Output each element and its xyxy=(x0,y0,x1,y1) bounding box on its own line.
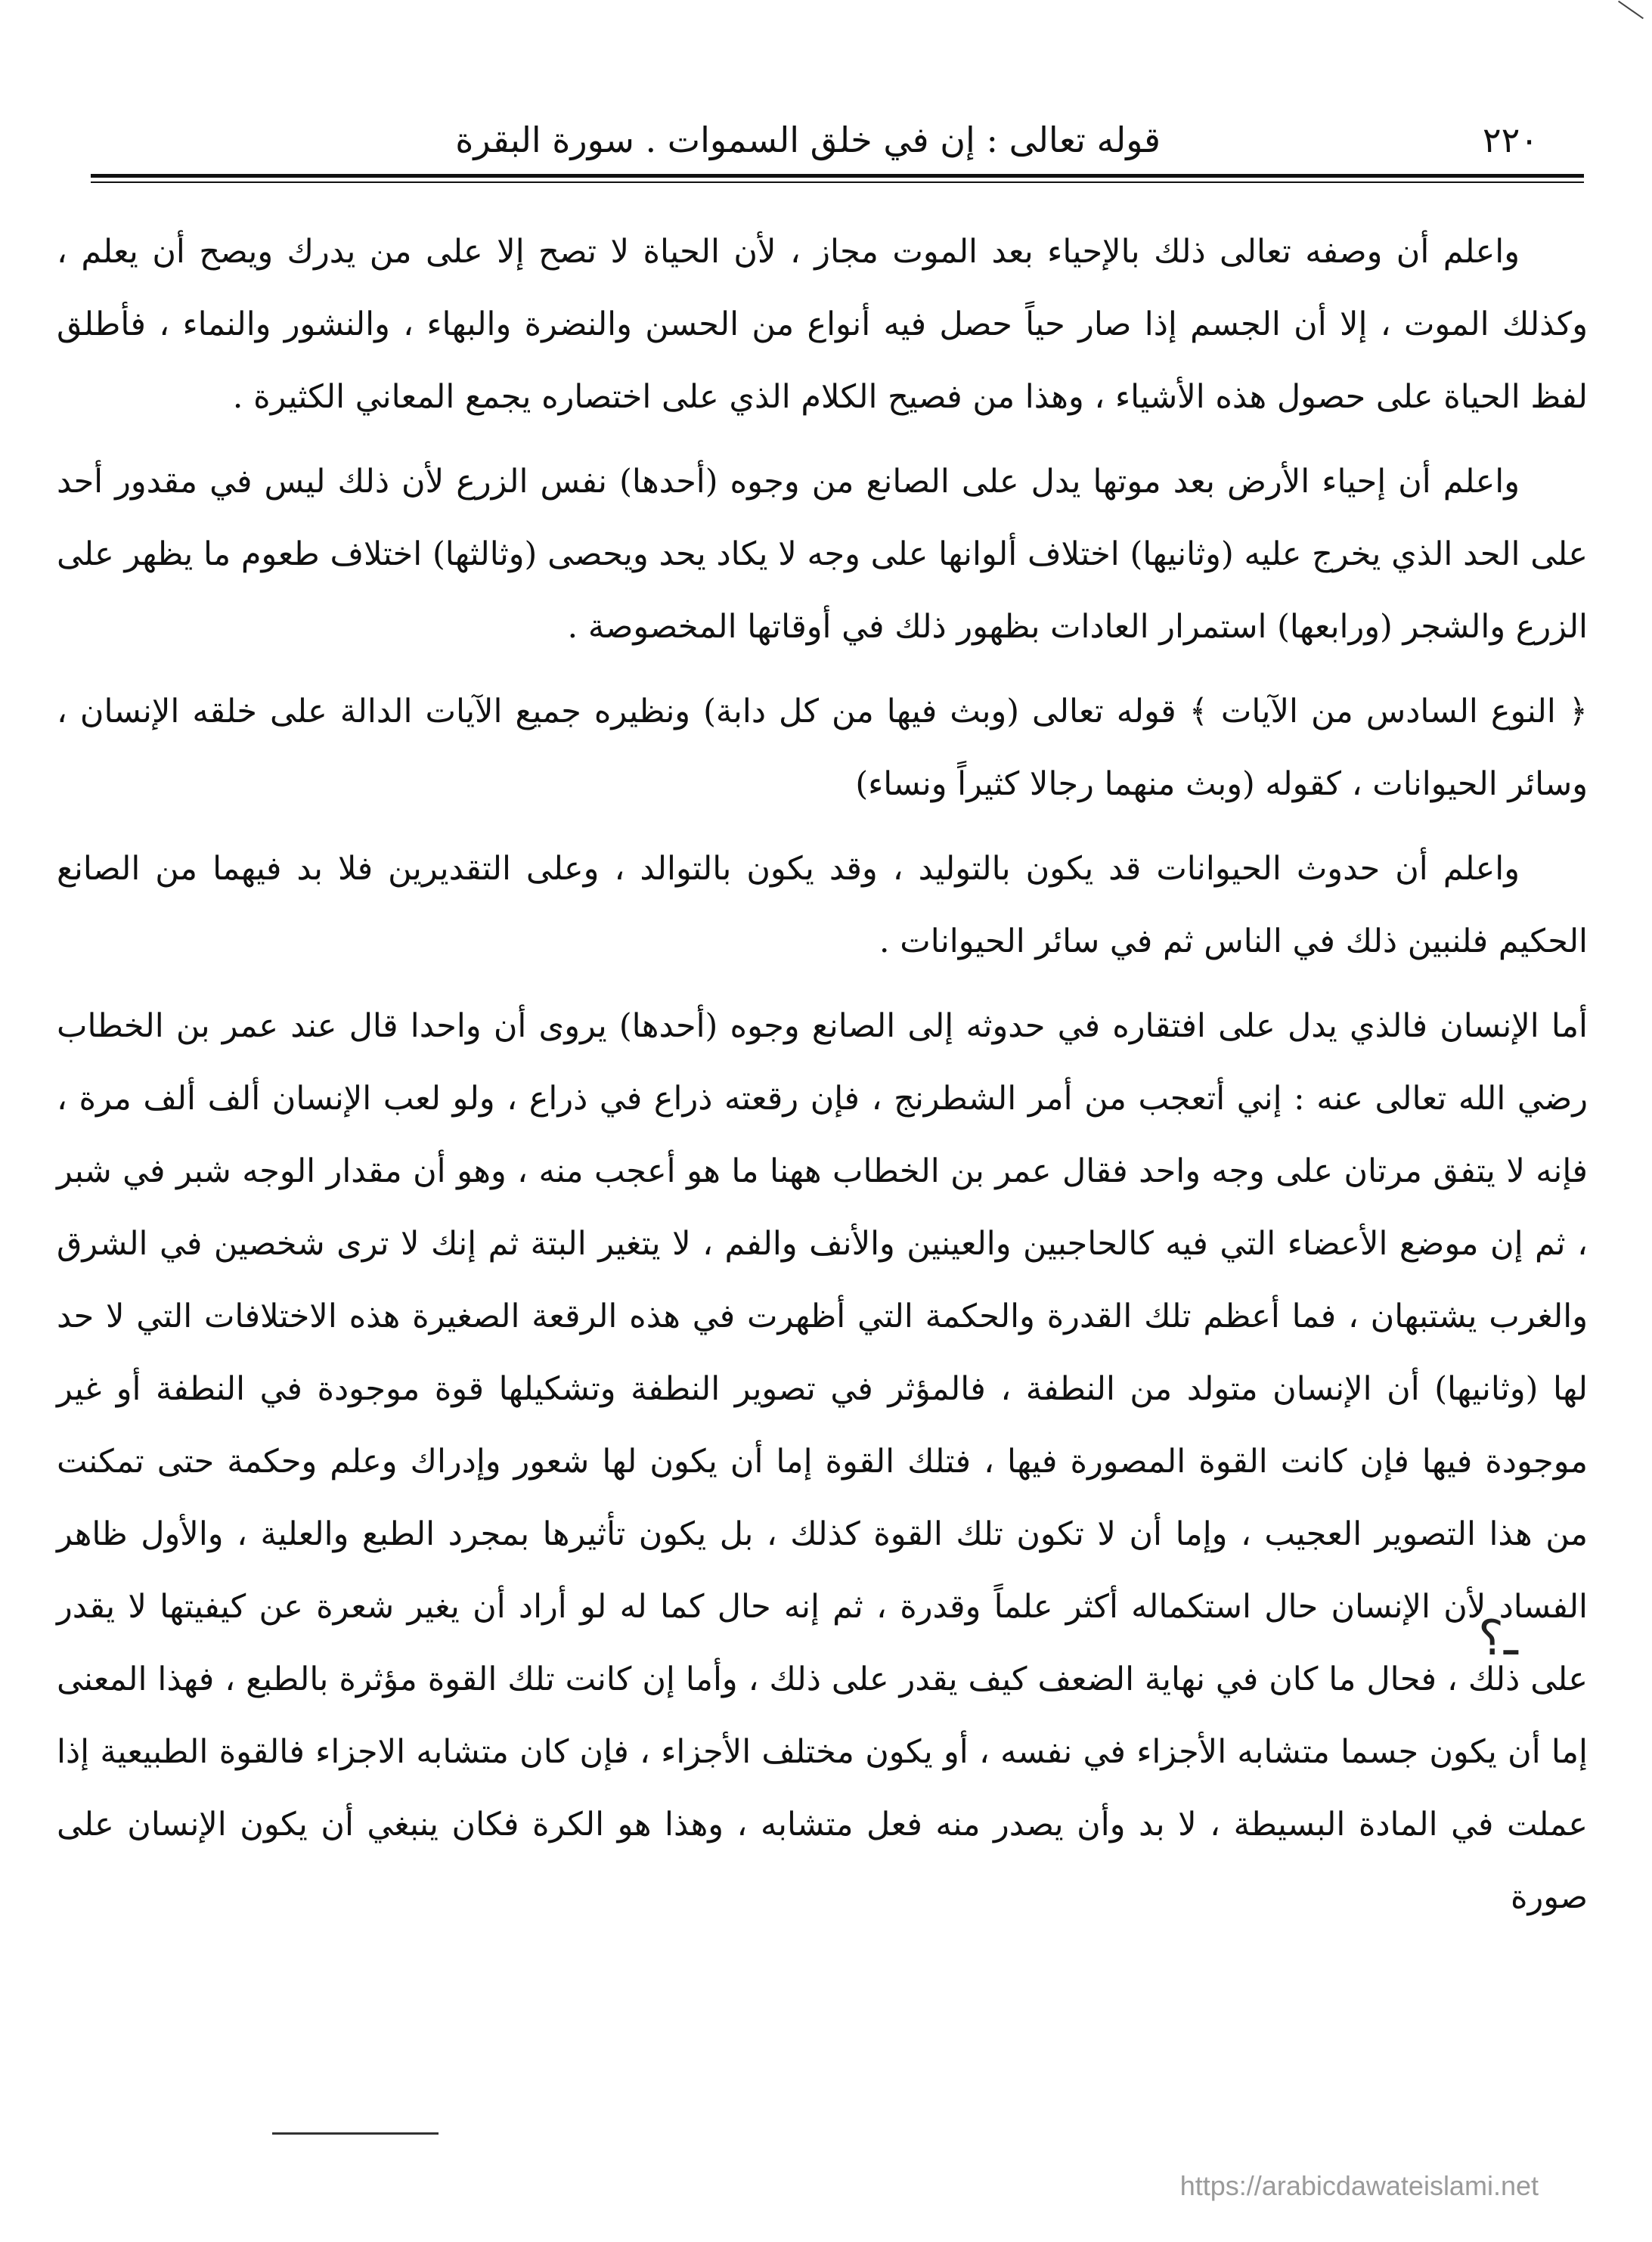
page-number: ٢٢٠ xyxy=(1482,119,1539,160)
page-header xyxy=(91,113,1539,166)
paragraph-1: واعلم أن وصفه تعالى ذلك بالإحياء بعد الموت مجاز ، لأن الحياة لا تصح إلا على من يدرك ويصح أن يعلم ، وكذلك الموت ، إلا أن الجسم إذا صار حياً حصل فيه أنواع من الحسن والنضرة والبهاء ، والنشور والنماء ، فأطلق لفظ الحياة على حصول هذه الأشياء ، وهذا من فصيح الكلام الذي على اختصاره يجمع المعاني الكثيرة . xyxy=(57,233,1588,416)
running-title: قوله تعالى : إن في خلق السموات . سورة البقرة xyxy=(455,119,1161,160)
paragraph-5: أما الإنسان فالذي يدل على افتقاره في حدوثه إلى الصانع وجوه (أحدها) يروى أن واحدا قال عند عمر بن الخطاب رضي الله تعالى عنه : إني أتعجب من أمر الشطرنج ، فإن رقعته ذراع في ذراع ، ولو لعب الإنسان ألف ألف مرة ، فإنه لا يتفق مرتان على وجه واحد فقال عمر بن الخطاب ههنا ما هو أعجب منه ، وهو أن مقدار الوجه شبر في شبر ، ثم إن موضع الأعضاء التي فيه كالحاجبين والعينين والأنف والفم ، لا يتغير البتة ثم إنك لا ترى شخصين في الشرق والغرب يشتبهان ، فما أعظم تلك القدرة والحكمة التي أظهرت في هذه الرقعة الصغيرة هذه الاختلافات التي لا حد لها (وثانيها) أن الإنسان متولد من النطفة ، فالمؤثر في تصوير النطفة وتشكيلها قوة موجودة في النطفة أو غير موجودة فيها فإن كانت القوة المصورة فيها ، فتلك القوة إما أن يكون لها شعور وإدراك وعلم وحكمة حتى تمكنت من هذا التصوير العجيب ، وإما أن لا تكون تلك القوة كذلك ، بل يكون تأثيرها بمجرد الطبع والعلية ، والأول ظاهر الفساد لأن الإنسان حال استكماله أكثر علماً وقدرة ، ثم إنه حال كما له لو أراد أن يغير شعرة عن كيفيتها لا يقدر على ذلك ، فحال ما كان في نهاية الضعف كيف يقدر على ذلك ، وأما إن كانت تلك القوة مؤثرة بالطبع ، فهذا المعنى إما أن يكون جسما متشابه الأجزاء في نفسه ، أو يكون مختلف الأجزاء ، فإن كان متشابه الاجزاء فالقوة الطبيعية إذا عملت في المادة البسيطة ، لا بد وأن يصدر منه فعل متشابه ، وهذا هو الكرة فكان ينبغي أن يكون الإنسان على صورة xyxy=(57,1007,1588,1916)
body-text xyxy=(57,216,1588,1946)
watermark-url: https://arabicdawateislami.net xyxy=(1179,2170,1539,2201)
paragraph-4: واعلم أن حدوث الحيوانات قد يكون بالتوليد ، وقد يكون بالتوالد ، وعلى التقديرين فلا بد فيهما من الصانع الحكيم فلنبين ذلك في الناس ثم في سائر الحيوانات . xyxy=(57,850,1588,960)
footer-rule xyxy=(272,2132,439,2135)
margin-annotation-mark: ـ؟ xyxy=(1478,1611,1518,1667)
header-rule xyxy=(91,174,1584,183)
paragraph-3-section-heading: ﴿ النوع السادس من الآيات ﴾ قوله تعالى (وبث فيها من كل دابة) ونظيره جميع الآيات الدالة على خلقه الإنسان ، وسائر الحيوانات ، كقوله (وبث منهما رجالا كثيراً ونساء) xyxy=(57,693,1588,803)
scan-corner-mark xyxy=(1618,1,1644,20)
paragraph-2: واعلم أن إحياء الأرض بعد موتها يدل على الصانع من وجوه (أحدها) نفس الزرع لأن ذلك ليس في مقدور أحد على الحد الذي يخرج عليه (وثانيها) اختلاف ألوانها على وجه لا يكاد يحد ويحصى (وثالثها) اختلاف طعوم ما يظهر على الزرع والشجر (ورابعها) استمرار العادات بظهور ذلك في أوقاتها المخصوصة . xyxy=(57,463,1588,646)
